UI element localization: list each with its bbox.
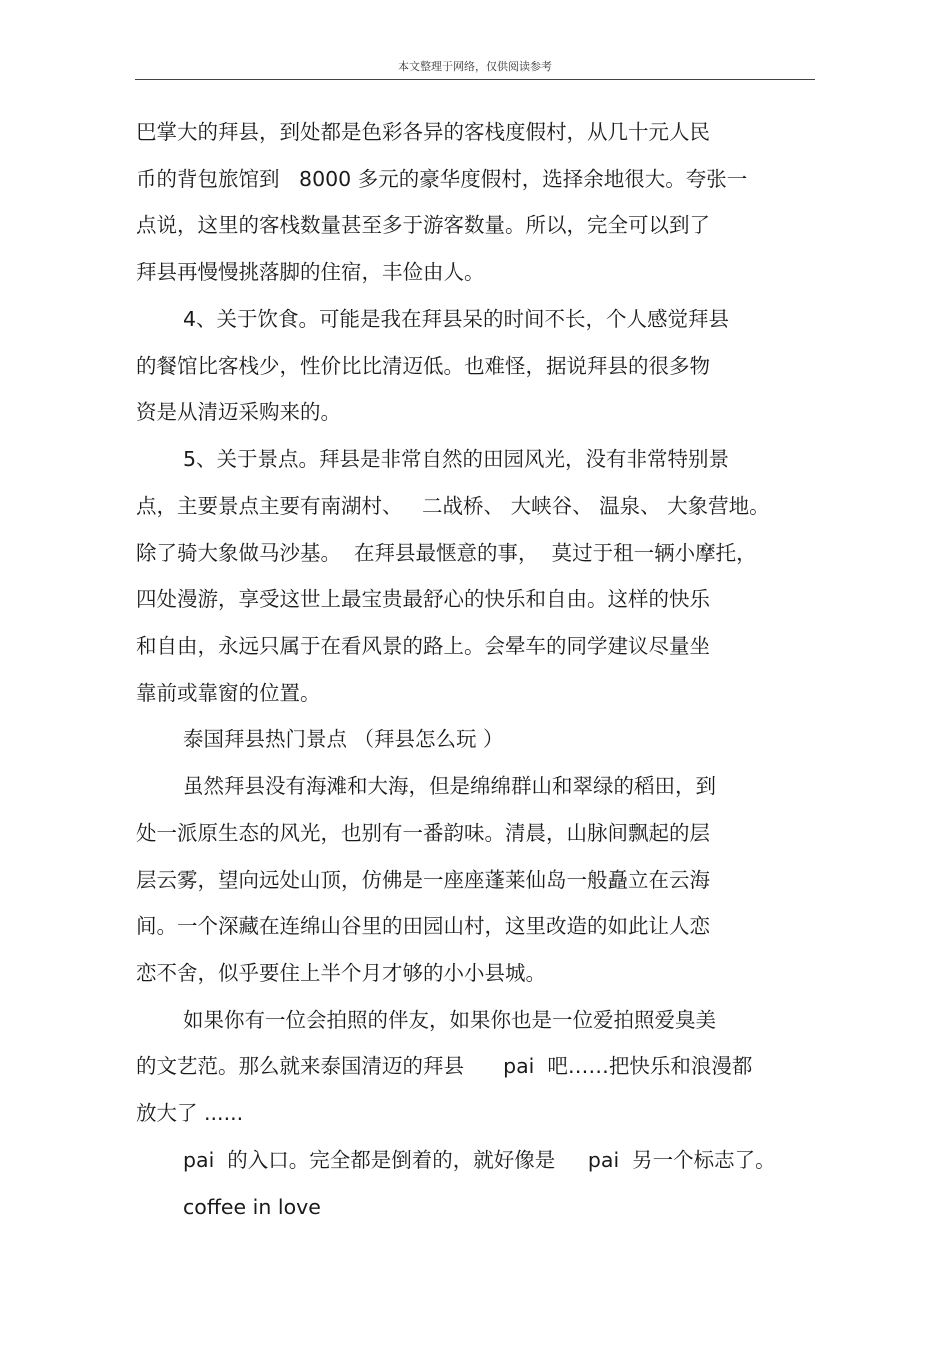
text-line: 间。一个深藏在连绵山谷里的田园山村，这里改造的如此让人恋 bbox=[136, 914, 710, 938]
text-line: 四处漫游，享受这世上最宝贵最舒心的快乐和自由。这样的快乐 bbox=[136, 587, 710, 611]
text-line: 放大了 ...... bbox=[136, 1101, 244, 1125]
paragraph-start-line: 4、关于饮食。可能是我在拜县呆的时间不长，个人感觉拜县 bbox=[183, 307, 730, 331]
text-line: 币的背包旅馆到 8000 多元的豪华度假村，选择余地很大。夸张一 bbox=[136, 167, 748, 191]
page-header-note: 本文整理于网络，仅供阅读参考 bbox=[398, 60, 552, 73]
text-line: 点说，这里的客栈数量甚至多于游客数量。所以，完全可以到了 bbox=[136, 213, 710, 237]
paragraph-start-line: 虽然拜县没有海滩和大海，但是绵绵群山和翠绿的稻田，到 bbox=[183, 774, 716, 798]
text-line: 靠前或靠窗的位置。 bbox=[136, 681, 321, 705]
text-line: 的文艺范。那么就来泰国清迈的拜县 pai 吧……把快乐和浪漫都 bbox=[136, 1054, 753, 1078]
text-line: 巴掌大的拜县，到处都是色彩各异的客栈度假村，从几十元人民 bbox=[136, 120, 710, 144]
paragraph-start-line: pai 的入口。完全都是倒着的，就好像是 pai 另一个标志了。 bbox=[183, 1148, 776, 1172]
section-heading: 泰国拜县热门景点 （拜县怎么玩 ） bbox=[183, 727, 504, 751]
text-line: 点，主要景点主要有南湖村、 二战桥、 大峡谷、 温泉、 大象营地。 bbox=[136, 494, 770, 518]
text-line: 和自由，永远只属于在看风景的路上。会晕车的同学建议尽量坐 bbox=[136, 634, 710, 658]
text-line: 除了骑大象做马沙基。 在拜县最惬意的事， 莫过于租一辆小摩托， bbox=[136, 541, 757, 565]
text-line: 资是从清迈采购来的。 bbox=[136, 400, 341, 424]
paragraph-start-line: 5、关于景点。拜县是非常自然的田园风光，没有非常特别景 bbox=[183, 447, 730, 471]
header-divider bbox=[135, 79, 815, 80]
paragraph-start-line: 如果你有一位会拍照的伴友，如果你也是一位爱拍照爱臭美 bbox=[183, 1008, 716, 1032]
caption-line: coffee in love bbox=[183, 1195, 321, 1219]
text-line: 层云雾，望向远处山顶，仿佛是一座座蓬莱仙岛一般矗立在云海 bbox=[136, 868, 710, 892]
text-line: 恋不舍，似乎要住上半个月才够的小小县城。 bbox=[136, 961, 546, 985]
text-line: 处一派原生态的风光，也别有一番韵味。清晨，山脉间飘起的层 bbox=[136, 821, 710, 845]
text-line: 拜县再慢慢挑落脚的住宿，丰俭由人。 bbox=[136, 260, 485, 284]
text-line: 的餐馆比客栈少，性价比比清迈低。也难怪，据说拜县的很多物 bbox=[136, 354, 710, 378]
